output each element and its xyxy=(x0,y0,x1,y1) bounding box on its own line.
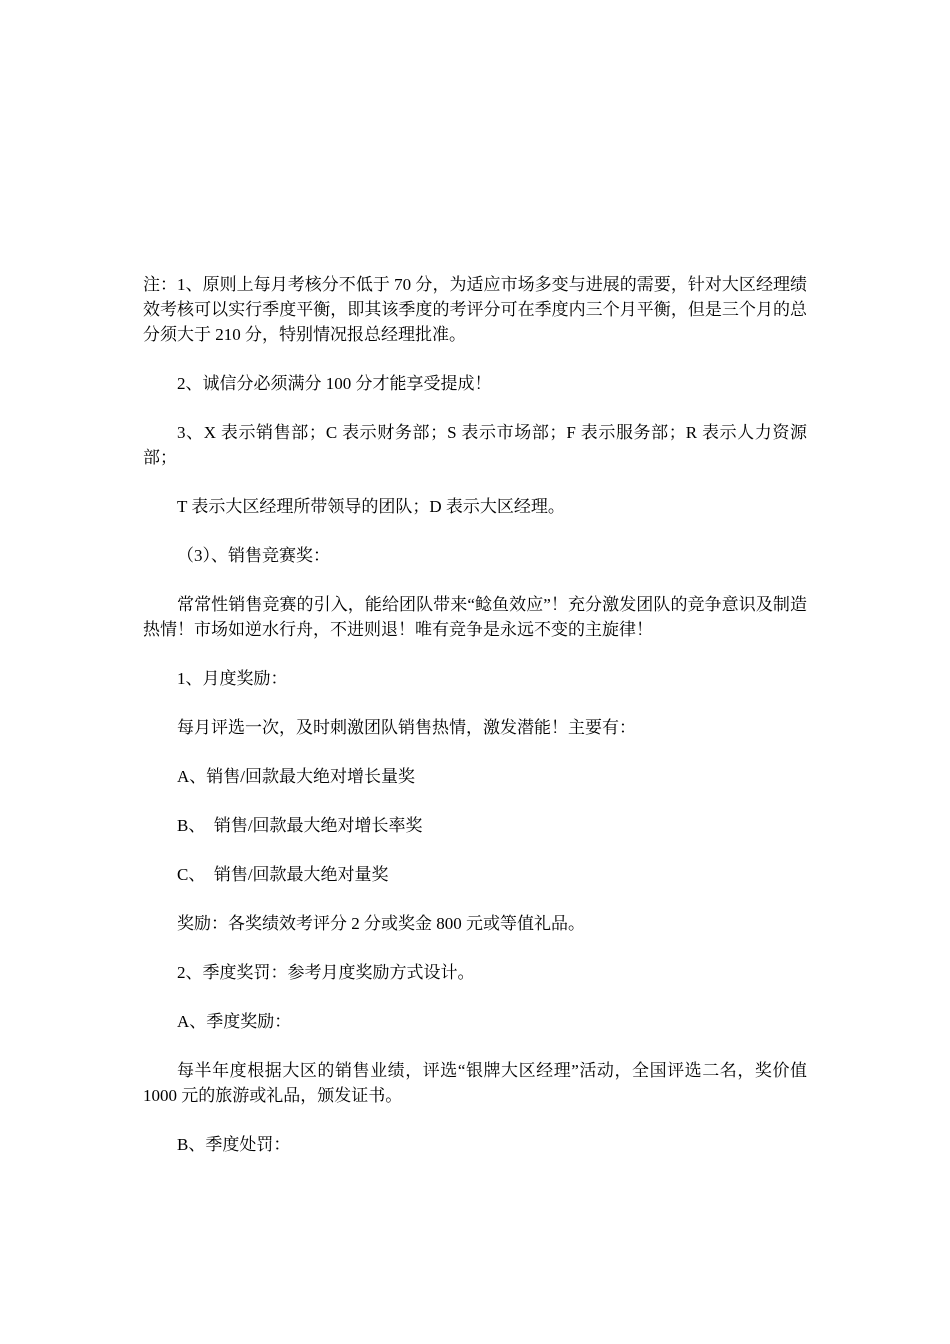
integrity-score-paragraph: 2、诚信分必须满分 100 分才能享受提成！ xyxy=(177,374,492,393)
note-paragraph: 注：1、原则上每月考核分不低于 70 分，为适应市场多变与进展的需要，针对大区经理绩效考核可以实行季度平衡，即其该季度的考评分可在季度内三个月平衡，但是三个月的总分须大于 210 分，特别情况报总经理批准。 xyxy=(143,275,807,344)
monthly-award-heading: 1、月度奖励： xyxy=(177,669,288,688)
award-reward-paragraph: 奖励：各奖绩效考评分 2 分或奖金 800 元或等值礼品。 xyxy=(177,914,585,933)
competition-intro-paragraph: 常常性销售竞赛的引入，能给团队带来“鲶鱼效应”！充分激发团队的竞争意识及制造热情！市场如逆水行舟，不进则退！唯有竞争是永远不变的主旋律！ xyxy=(143,595,807,639)
monthly-award-description: 每月评选一次，及时刺激团队销售热情，激发潜能！主要有： xyxy=(177,718,636,737)
section-heading: （3）、销售竞赛奖： xyxy=(177,546,330,565)
award-item-c: C、 销售/回款最大绝对量奖 xyxy=(177,865,389,884)
quarterly-penalty-heading: B、季度处罚： xyxy=(177,1135,291,1154)
department-codes-paragraph: 3、X 表示销售部；C 表示财务部；S 表示市场部；F 表示服务部；R 表示人力资源部； xyxy=(143,423,807,467)
quarterly-heading: 2、季度奖罚：参考月度奖励方式设计。 xyxy=(177,963,475,982)
award-item-b: B、 销售/回款最大绝对增长率奖 xyxy=(177,816,423,835)
document-body xyxy=(143,272,807,1181)
team-codes-paragraph: T 表示大区经理所带领导的团队；D 表示大区经理。 xyxy=(177,497,565,516)
quarterly-award-heading: A、季度奖励： xyxy=(177,1012,292,1031)
award-item-a: A、销售/回款最大绝对增长量奖 xyxy=(177,767,415,786)
silver-manager-paragraph: 每半年度根据大区的销售业绩，评选“银牌大区经理”活动，全国评选二名，奖价值 1000 元的旅游或礼品，颁发证书。 xyxy=(143,1061,807,1105)
